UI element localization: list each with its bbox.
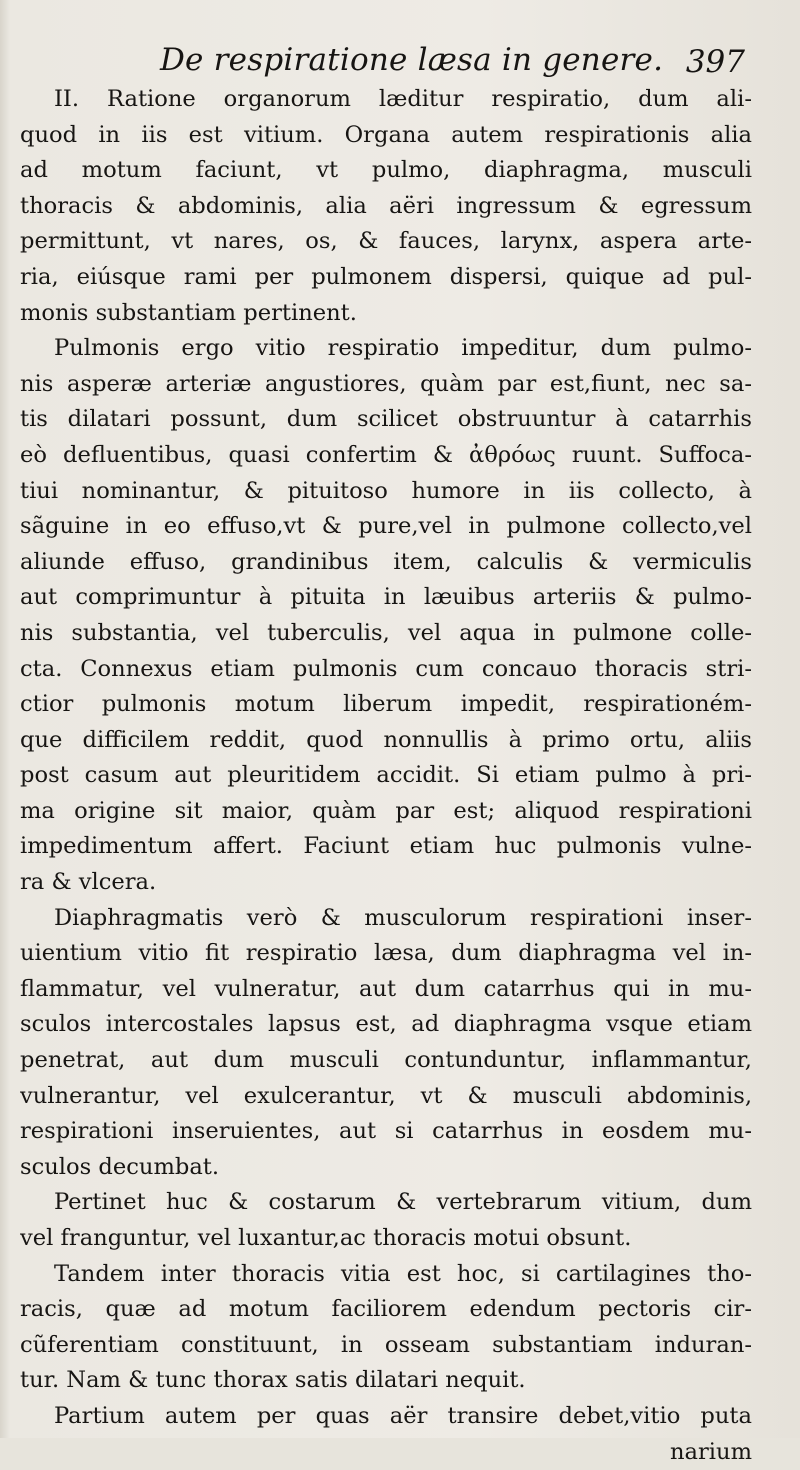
- text-line: ma origine sit maior, quàm par est; aliquod respirationi: [20, 797, 752, 824]
- text-line: thoracis & abdominis, alia aëri ingressum & egressum: [20, 192, 752, 219]
- text-line: sculos decumbat.: [20, 1153, 220, 1180]
- text-line: respirationi inseruientes, aut si catarrhus in eosdem mu-: [20, 1118, 752, 1145]
- text-line: quod in iis est vitium. Organa autem respirationis alia: [20, 121, 752, 148]
- paragraph: [20, 1185, 752, 1256]
- text-line: vulnerantur, vel exulcerantur, vt & musculi abdominis,: [20, 1082, 752, 1109]
- text-line: nis asperæ arteriæ angustiores, quàm par est,fiunt, nec sa-: [20, 370, 752, 397]
- text-line: flammatur, vel vulneratur, aut dum catarrhus qui in mu-: [20, 975, 752, 1002]
- text-line: tis dilatari possunt, dum scilicet obstruuntur à catarrhis: [20, 406, 752, 433]
- running-title: De respiratione læsa in genere.: [160, 42, 664, 78]
- text-line: Partium autem per quas aër transire debet,vitio puta: [54, 1402, 752, 1429]
- text-line: Pertinet huc & costarum & vertebrarum vitium, dum: [54, 1189, 752, 1216]
- text-line: aliunde effuso, grandinibus item, calculis & vermiculis: [20, 548, 752, 575]
- text-line: post casum aut pleuritidem accidit. Si etiam pulmo à pri-: [20, 762, 752, 789]
- text-line: penetrat, aut dum musculi contunduntur, inflammantur,: [20, 1047, 752, 1074]
- text-line: vel franguntur, vel luxantur,ac thoracis motui obsunt.: [20, 1225, 632, 1251]
- text-line: eò defluentibus, quasi confertim & ἀθρόως ruunt. Suffoca-: [20, 441, 752, 468]
- text-line: ad motum faciunt, vt pulmo, diaphragma, musculi: [20, 157, 752, 184]
- text-line: sculos intercostales lapsus est, ad diaphragma vsque etiam: [20, 1011, 752, 1038]
- text-line: nis substantia, vel tuberculis, vel aqua in pulmone colle-: [20, 619, 752, 646]
- paragraph: [20, 82, 752, 331]
- text-line: monis substantiam pertinent.: [20, 299, 357, 326]
- text-line: impedimentum affert. Faciunt etiam huc pulmonis vulne-: [20, 833, 752, 860]
- text-line: racis, quæ ad motum faciliorem edendum pectoris cir-: [20, 1296, 752, 1323]
- text-line: sãguine in eo effuso,vt & pure,vel in pulmone collecto,vel: [20, 513, 752, 540]
- text-line: tur. Nam & tunc thorax satis dilatari nequit.: [20, 1367, 526, 1394]
- text-line: ra & vlcera.: [20, 869, 157, 896]
- text-line: II. Ratione organorum læditur respiratio, dum ali-: [54, 86, 752, 112]
- text-line: permittunt, vt nares, os, & fauces, larynx, aspera arte-: [20, 228, 752, 255]
- page-number: 397: [685, 44, 745, 80]
- text-line: ria, eiúsque rami per pulmonem dispersi, quique ad pul-: [20, 263, 752, 290]
- text-line: Diaphragmatis verò & musculorum respirationi inser-: [54, 904, 752, 931]
- text-line: cta. Connexus etiam pulmonis cum concauo thoracis stri-: [20, 655, 752, 682]
- text-line: Pulmonis ergo vitio respiratio impeditur, dum pulmo-: [54, 335, 752, 362]
- text-line: ctior pulmonis motum liberum impedit, respirationém-: [20, 691, 752, 718]
- paragraph: [20, 331, 752, 901]
- paragraph: [20, 1399, 752, 1435]
- text-line: uientium vitio fit respiratio læsa, dum diaphragma vel in-: [20, 940, 752, 967]
- body-text: [20, 82, 752, 1470]
- paragraph: [20, 901, 752, 1186]
- text-line: aut comprimuntur à pituita in læuibus arteriis & pulmo-: [20, 584, 752, 611]
- text-line: tiui nominantur, & pituitoso humore in iis collecto, à: [20, 477, 752, 504]
- text-line: cũferentiam constituunt, in osseam substantiam induran-: [20, 1331, 752, 1358]
- text-line: Tandem inter thoracis vitia est hoc, si cartilagines tho-: [54, 1260, 752, 1287]
- paragraph: [20, 1257, 752, 1399]
- text-line: que difficilem reddit, quod nonnullis à primo ortu, aliis: [20, 726, 752, 753]
- catchword: narium: [669, 1438, 752, 1465]
